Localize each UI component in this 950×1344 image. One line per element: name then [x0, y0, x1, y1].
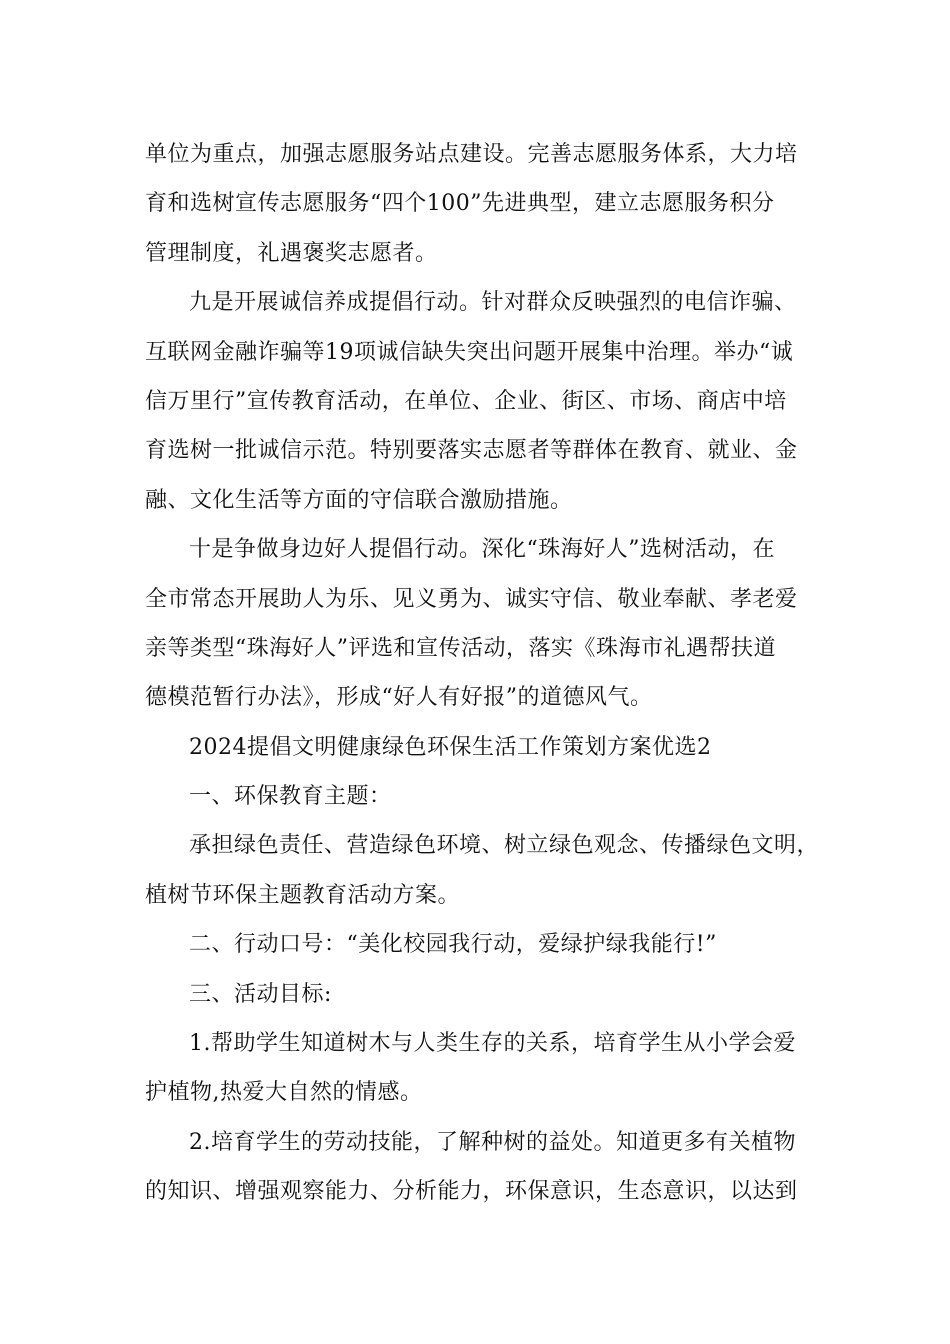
text-line: 单位为重点，加强志愿服务站点建设。完善志愿服务体系，大力培 — [145, 142, 798, 167]
text-line: 育和选树宣传志愿服务“四个100”先进典型，建立志愿服务积分 — [145, 191, 775, 217]
paragraph-start-line: 2.培育学生的劳动技能，了解种树的益处。知道更多有关植物 — [189, 1129, 796, 1155]
paragraph-start-line: 十是争做身边好人提倡行动。深化“珠海好人”选树活动，在 — [189, 537, 775, 563]
paragraph-start-line: 承担绿色责任、营造绿色环境、树立绿色观念、传播绿色文明， — [189, 833, 820, 859]
paragraph-start-line: 1.帮助学生知道树木与人类生存的关系，培育学生从小学会爱 — [189, 1031, 796, 1057]
text-line: 德模范暂行办法》，形成“好人有好报”的道德风气。 — [145, 685, 653, 711]
text-line: 信万里行”宣传教育活动，在单位、企业、街区、市场、商店中培 — [145, 388, 787, 414]
text-line: 管理制度，礼遇褒奖志愿者。 — [145, 240, 438, 266]
section-title: 2024提倡文明健康绿色环保生活工作策划方案优选2 — [189, 734, 712, 760]
heading-line: 一、环保教育主题： — [189, 784, 392, 810]
text-line: 全市常态开展助人为乐、见义勇为、诚实守信、敬业奉献、孝老爱 — [145, 586, 798, 612]
text-line: 护植物,热爱大自然的情感。 — [145, 1080, 423, 1106]
heading-line: 二、行动口号：“美化校园我行动，爱绿护绿我能行!” — [189, 932, 717, 958]
text-line: 互联网金融诈骗等19项诚信缺失突出问题开展集中治理。举办“诚 — [145, 339, 794, 365]
text-line: 育选树一批诚信示范。特别要落实志愿者等群体在教育、就业、金 — [145, 438, 798, 464]
document-body — [145, 130, 820, 1217]
text-line: 亲等类型“珠海好人”评选和宣传活动，落实《珠海市礼遇帮扶道 — [145, 635, 776, 661]
text-line: 植树节环保主题教育活动方案。 — [145, 882, 461, 908]
paragraph-start-line: 九是开展诚信养成提倡行动。针对群众反映强烈的电信诈骗、 — [189, 290, 797, 316]
heading-line: 三、活动目标: — [189, 981, 332, 1007]
text-line: 融、文化生活等方面的守信联合激励措施。 — [145, 487, 573, 513]
text-line: 的知识、增强观察能力、分析能力，环保意识，生态意识，以达到 — [145, 1179, 798, 1205]
